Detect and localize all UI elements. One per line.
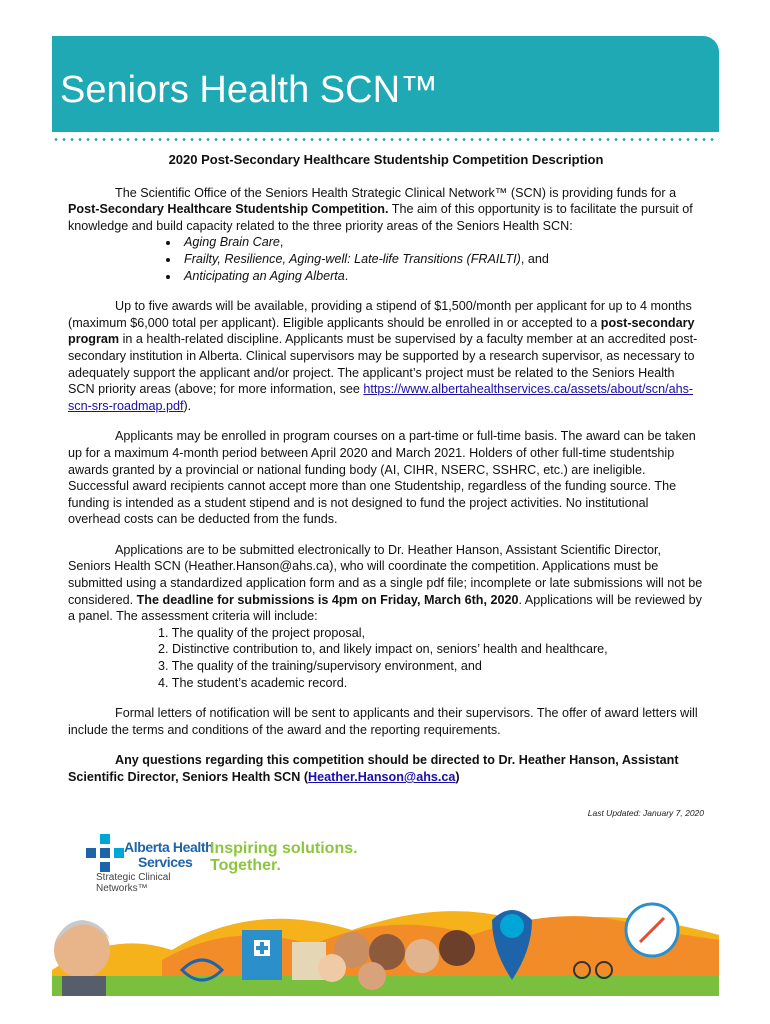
priority-area-name: Anticipating an Aging Alberta <box>184 268 345 283</box>
competition-name: Post-Secondary Healthcare Studentship Competition. <box>68 202 389 217</box>
scn-label-line: Networks™ <box>96 883 148 894</box>
community-illustration <box>52 890 719 996</box>
list-item <box>180 251 704 268</box>
awards-paragraph <box>68 298 704 414</box>
submission-paragraph <box>68 542 704 625</box>
list-punctuation: , <box>279 235 284 250</box>
submission-text-end: . Applications will be reviewed by a panel. The assessment criteria will include: <box>68 592 702 624</box>
contact-text: Any questions regarding this competition should be directed to Dr. Heather Hanson, Assistant Scientific Director, Seniors Health SCN ( <box>68 753 679 784</box>
assessment-criteria-list <box>68 625 704 691</box>
priority-area-name: Aging Brain Care <box>184 235 280 250</box>
list-punctuation: , and <box>520 251 549 266</box>
priority-area-name: Frailty, Resilience, Aging-well: Late-life Transitions (FRAILTI) <box>184 251 521 266</box>
intro-text-continued: The aim of this opportunity is to facilitate the pursuit of knowledge and build capacity related to the three priority areas of the Seniors Health SCN: <box>68 202 693 233</box>
list-item: 2. Distinctive contribution to, and likely impact on, seniors’ health and healthcare, <box>158 642 608 657</box>
list-item: 1. The quality of the project proposal, <box>158 625 365 640</box>
tagline-line: Together. <box>210 857 281 874</box>
list-item: 3. The quality of the training/supervisory environment, and <box>158 659 482 674</box>
banner-title: Seniors Health SCN™ <box>60 69 439 111</box>
list-item <box>180 268 704 285</box>
awards-text-continued: in a health-related discipline. Applicants must be supervised by a faculty member at an accredited post-secondary institution in Alberta. Clinical supervisors may be supported by a research supervisor, as necessary to adequately support the applicant and/or project. The applicant’s project must be related to the Seniors Health SCN priority areas (above; for more information, see <box>68 332 698 397</box>
deadline-text: The deadline for submissions is 4pm on Friday, March 6th, 2020 <box>136 592 519 607</box>
contact-text-end: ) <box>455 770 460 784</box>
contact-email-link[interactable]: Heather.Hanson@ahs.ca <box>308 770 456 784</box>
submission-text: Applications are to be submitted electronically to Dr. Heather Hanson, Assistant Scientific Director, Seniors Health SCN (Heather.Hanson@ahs.ca), who will coordinate the competition. Applications must be submitted using a standardized application form and as a single pdf file; incomplete or late submissions will not be considered. <box>68 542 703 607</box>
roadmap-link[interactable]: https://www.albertahealthservices.ca/assets/about/scn/ahs-scn-srs-roadmap.pdf <box>68 382 694 413</box>
awards-text-end: ). <box>183 398 192 413</box>
tagline-line: Inspiring solutions. <box>210 840 358 857</box>
document-body <box>68 152 704 786</box>
person-face-icon <box>405 939 439 973</box>
ahs-name-line: Alberta Health <box>124 839 214 855</box>
program-requirement: post-secondary program <box>68 315 695 347</box>
list-punctuation: . <box>344 268 349 283</box>
tagline <box>210 840 358 874</box>
last-updated: Last Updated: January 7, 2020 <box>587 808 704 818</box>
person-face-icon <box>318 954 346 982</box>
scn-label-line: Strategic Clinical <box>96 872 171 883</box>
priority-areas-list <box>68 234 704 284</box>
ahs-logo-icon <box>86 834 126 874</box>
intro-paragraph <box>68 185 704 235</box>
ahs-name-line: Services <box>138 854 193 870</box>
intro-text: The Scientific Office of the Seniors Health Strategic Clinical Network™ (SCN) is providing funds for a <box>115 185 677 200</box>
person-face-icon <box>439 930 475 966</box>
awards-text: Up to five awards will be available, providing a stipend of $1,500/month per applicant for up to 4 months (maximum $6,000 total per applicant). Eligible applicants should be enrolled in or accepted to a <box>68 299 692 330</box>
notification-paragraph: Formal letters of notification will be sent to applicants and their supervisors. The offer of award letters will include the terms and conditions of the award and the reporting requirements. <box>68 706 698 737</box>
footer <box>52 826 719 996</box>
eligibility-paragraph: Applicants may be enrolled in program courses on a part-time or full-time basis. The award can be taken up for a maximum 4-month period between April 2020 and March 2021. Holders of other full-time studentship awards granted by a provincial or national funding body (AI, CIHR, NSERC, SSHRC, etc.) are ineligible. Successful award recipients cannot accept more than one Studentship, regardless of the funding source. The funding is intended as a student stipend and is not designed to fund the project activities. No institutional overhead costs can be deducted from the funds. <box>68 429 696 527</box>
person-face-icon <box>358 962 386 990</box>
document-title: 2020 Post-Secondary Healthcare Studentship Competition Description <box>168 152 604 167</box>
ahs-wordmark <box>124 840 213 870</box>
list-item <box>180 234 704 251</box>
list-item: 4. The student’s academic record. <box>158 675 348 690</box>
header-banner <box>52 36 719 132</box>
contact-paragraph <box>68 752 704 785</box>
dotted-divider <box>52 138 719 141</box>
